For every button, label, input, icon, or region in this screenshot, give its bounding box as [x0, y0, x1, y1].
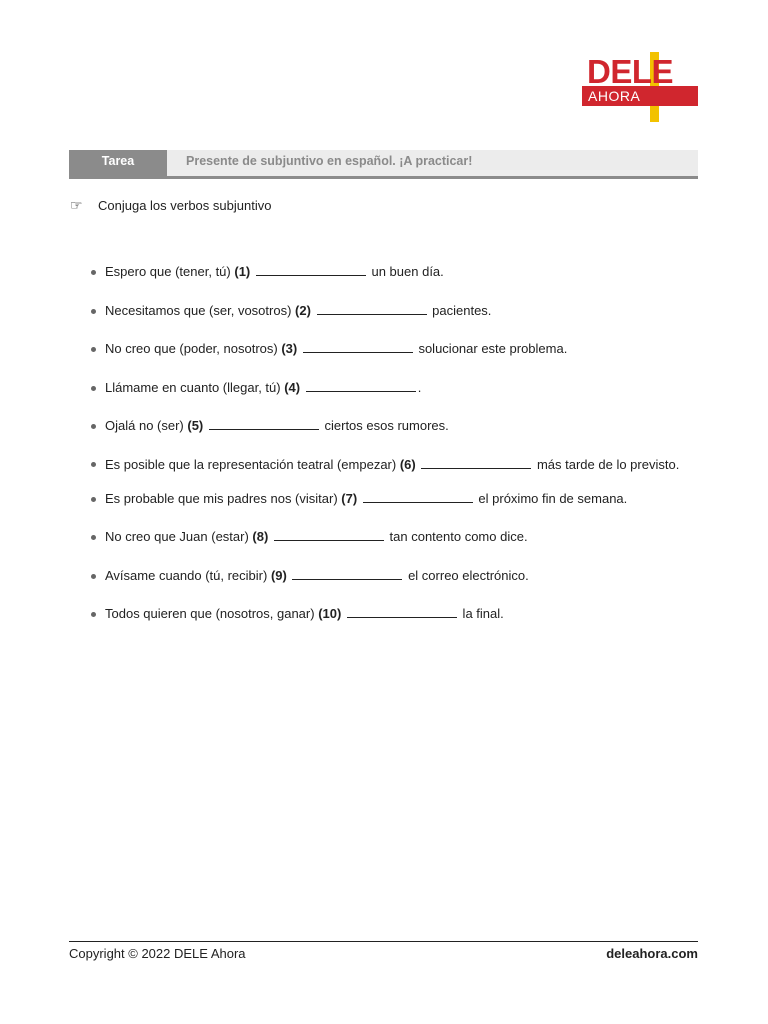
item-number: (6)	[399, 456, 416, 472]
answer-blank[interactable]	[317, 302, 427, 315]
task-title: Presente de subjuntivo en español. ¡A practicar!	[186, 154, 473, 168]
answer-blank[interactable]	[209, 417, 319, 430]
instruction-text: Conjuga los verbos subjuntivo	[98, 198, 272, 213]
item-number: (5)	[187, 418, 204, 433]
answer-blank[interactable]	[306, 379, 416, 392]
item-text: solucionar este problema.	[414, 341, 568, 356]
item-text: Llámame en cuanto (llegar, tú)	[105, 379, 285, 395]
item-number: (1)	[234, 264, 251, 279]
exercise-item	[90, 489, 698, 509]
footer-divider	[69, 941, 698, 942]
item-number: (8)	[252, 529, 269, 544]
exercise-item	[90, 378, 698, 398]
item-text: Es posible que la representación teatral (empezar)	[105, 456, 400, 472]
exercise-list	[90, 262, 698, 643]
item-text: Necesitamos que (ser, vosotros)	[105, 302, 296, 318]
instruction	[70, 196, 271, 215]
exercise-item	[90, 527, 698, 547]
answer-blank[interactable]	[303, 340, 413, 353]
item-text: tan contento como dice.	[385, 529, 528, 544]
header-underline	[69, 176, 698, 179]
logo-dele-text: DELE	[587, 53, 674, 90]
item-text: el correo electrónico.	[404, 567, 529, 583]
item-text: No creo que (poder, nosotros)	[105, 341, 282, 356]
item-number: (3)	[281, 341, 298, 356]
item-text: Espero que (tener, tú)	[105, 264, 235, 279]
exercise-item	[90, 339, 698, 359]
pointing-hand-icon: ☞	[70, 197, 83, 213]
task-header	[69, 150, 698, 176]
item-text: Es probable que mis padres nos (visitar)	[105, 490, 342, 506]
item-text: más tarde de lo previsto.	[533, 456, 680, 472]
item-text: Ojalá no (ser)	[105, 418, 188, 433]
exercise-item	[90, 451, 698, 478]
copyright-text: Copyright © 2022 DELE Ahora	[69, 946, 246, 961]
item-text: Todos quieren que (nosotros, ganar)	[105, 606, 319, 621]
exercise-item	[90, 301, 698, 321]
answer-blank[interactable]	[363, 490, 473, 503]
item-text: la final.	[458, 606, 504, 621]
item-text: pacientes.	[428, 302, 492, 318]
answer-blank[interactable]	[256, 263, 366, 276]
item-text: un buen día.	[367, 264, 444, 279]
item-text: Avísame cuando (tú, recibir)	[105, 567, 271, 583]
item-number: (2)	[295, 302, 311, 318]
item-text: .	[417, 379, 422, 395]
item-number: (9)	[270, 567, 287, 583]
exercise-item	[90, 604, 698, 624]
item-number: (4)	[284, 379, 301, 395]
logo-ahora-text: AHORA	[588, 88, 641, 104]
answer-blank[interactable]	[292, 567, 402, 580]
exercise-item	[90, 262, 698, 282]
answer-blank[interactable]	[274, 528, 384, 541]
exercise-item	[90, 566, 698, 586]
item-number: (7)	[341, 490, 358, 506]
exercise-item	[90, 416, 698, 436]
dele-ahora-logo	[582, 52, 700, 122]
item-number: (10)	[318, 606, 342, 621]
answer-blank[interactable]	[421, 456, 531, 469]
item-text: No creo que Juan (estar)	[105, 529, 253, 544]
item-text: el próximo fin de semana.	[474, 490, 628, 506]
task-label: Tarea	[69, 150, 167, 176]
answer-blank[interactable]	[347, 605, 457, 618]
site-url: deleahora.com	[606, 946, 698, 961]
item-text: ciertos esos rumores.	[320, 418, 449, 433]
